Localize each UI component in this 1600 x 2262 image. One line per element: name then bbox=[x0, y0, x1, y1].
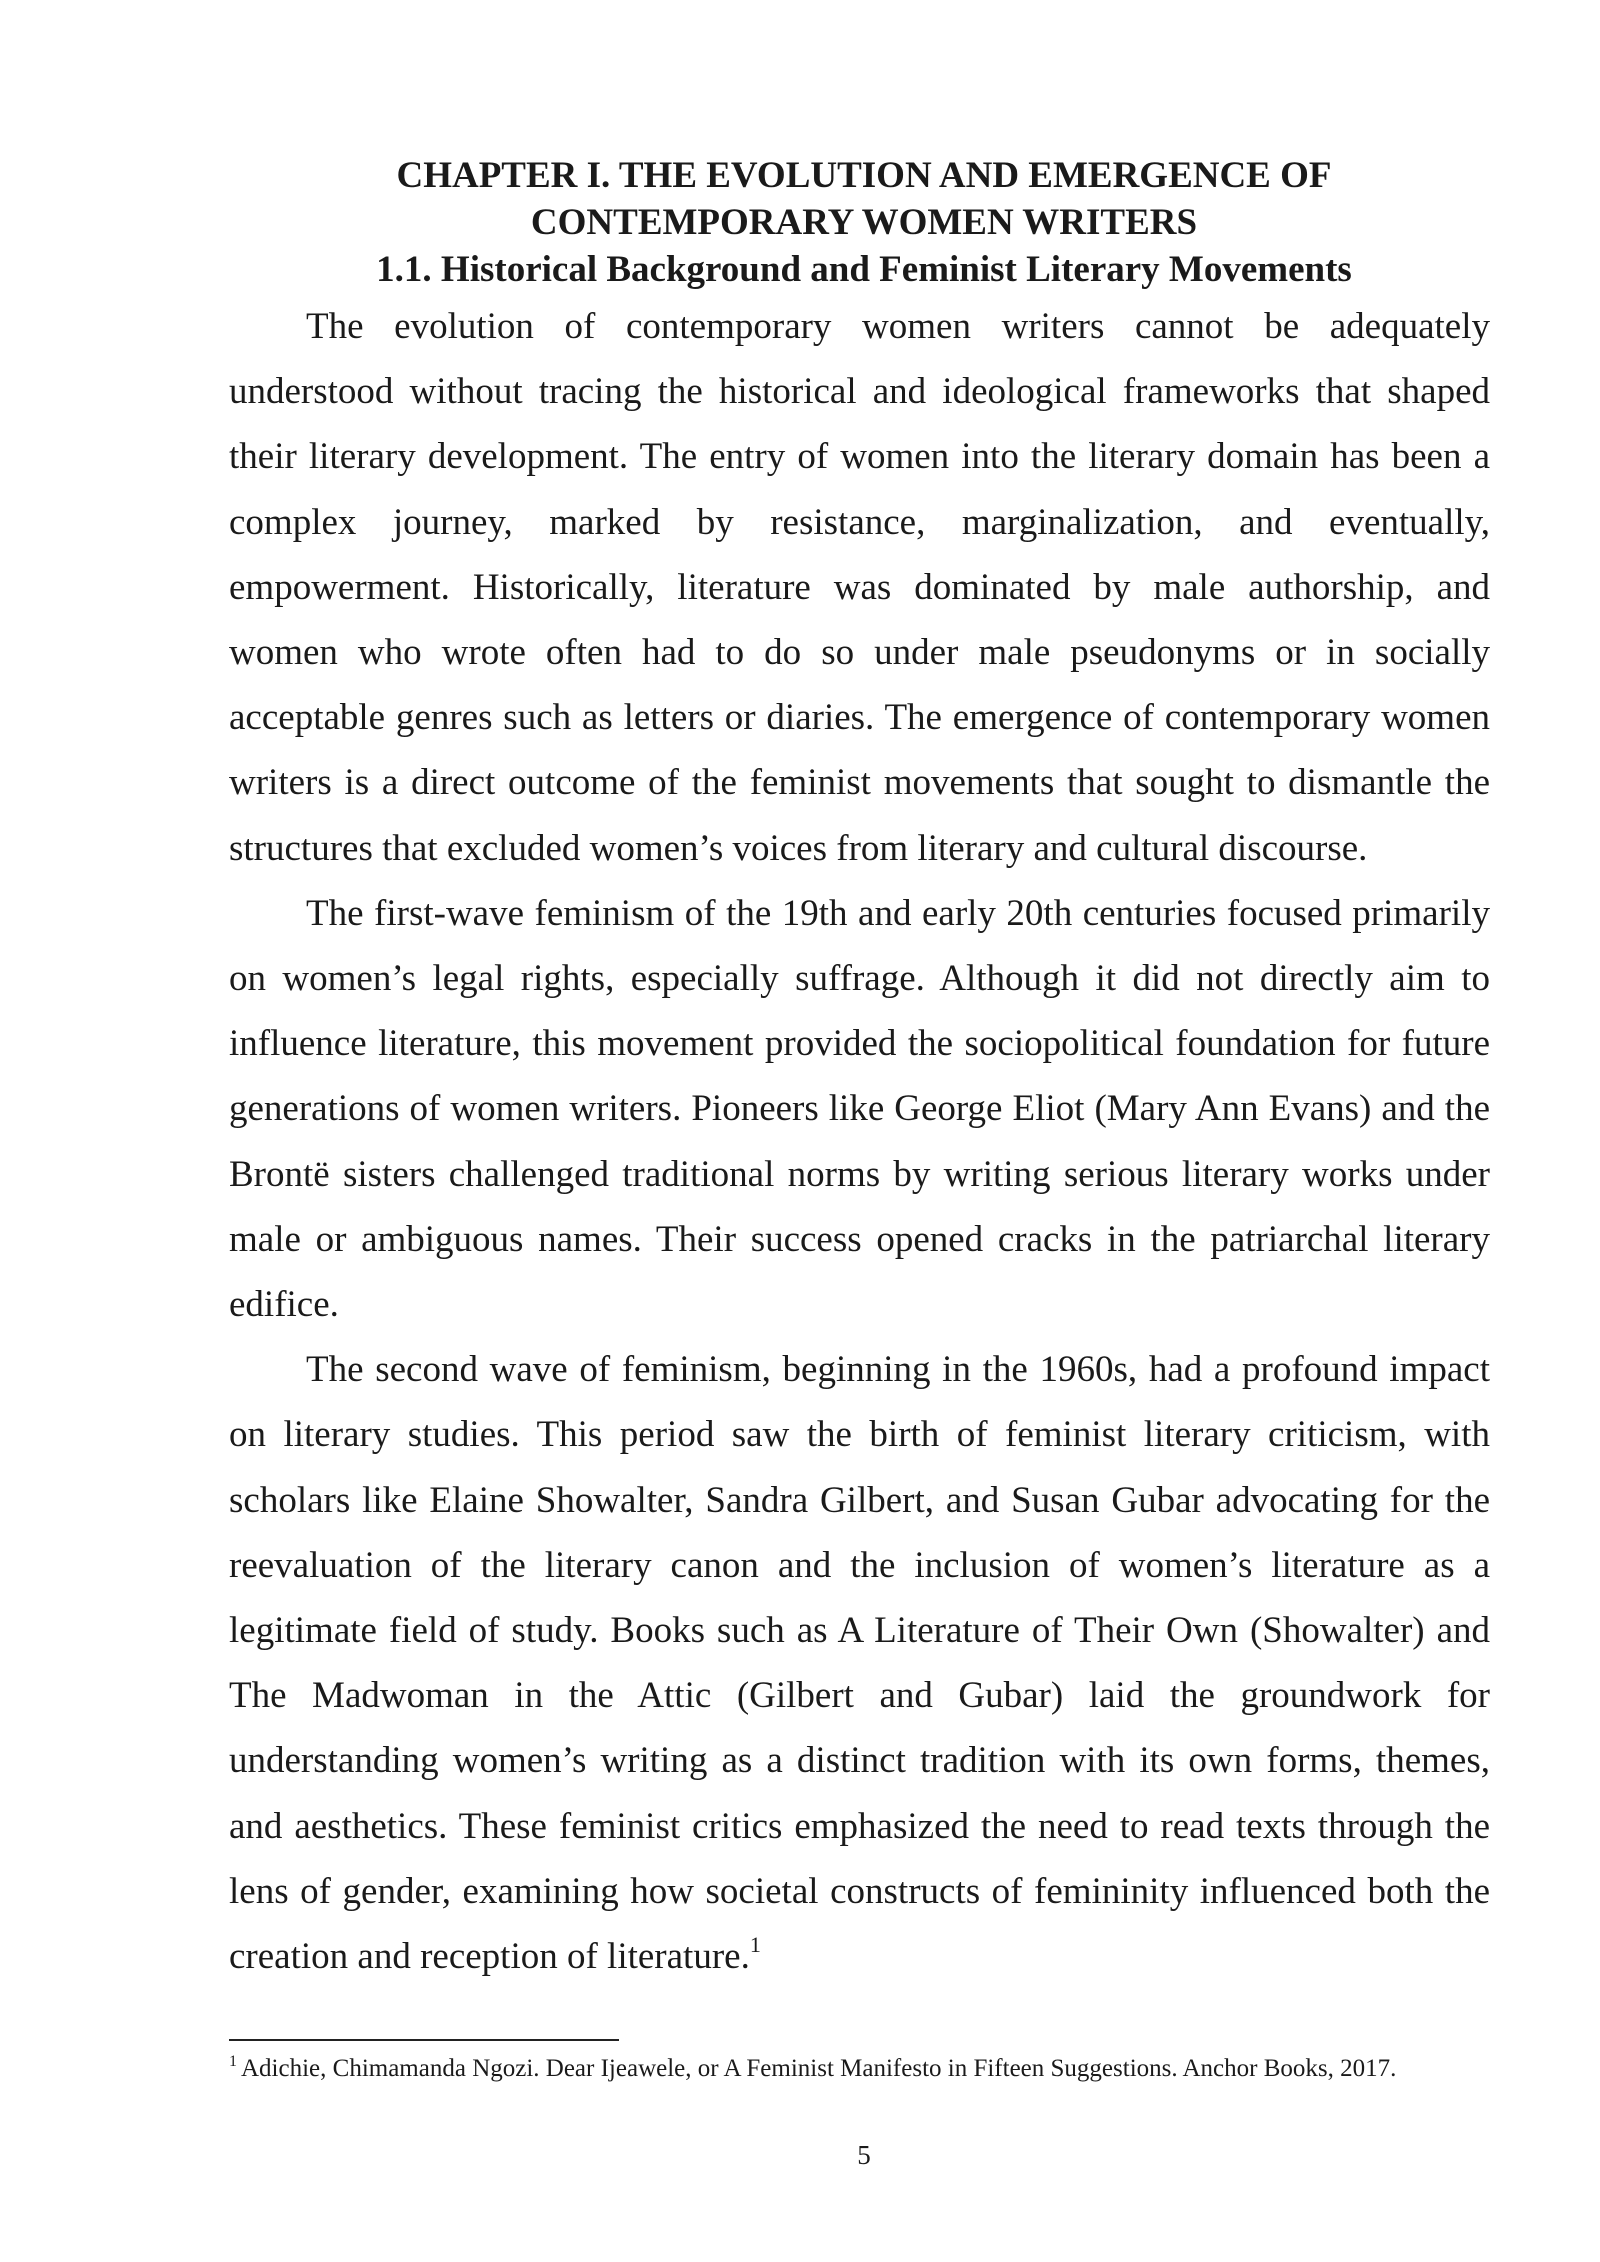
footnote-text: Adichie, Chimamanda Ngozi. Dear Ijeawele, or A Feminist Manifesto in Fifteen Suggestions. Anchor Books, 2017. bbox=[241, 2055, 1397, 2082]
paragraph-1: The evolution of contemporary women writers cannot be adequately understood without tracing the historical and ideological frameworks that shaped their literary development. The entry of women into the literary domain has been a complex journey, marked by resistance, marginalization, and eventually, empowerment. Historically, literature was dominated by male authorship, and women who wrote often had to do so under male pseudonyms or in socially acceptable genres such as letters or diaries. The emergence of contemporary women writers is a direct outcome of the feminist movements that sought to dismantle the structures that excluded women’s voices from literary and cultural discourse. bbox=[229, 306, 1490, 869]
section-title: 1.1. Historical Background and Feminist Literary Movements bbox=[376, 249, 1352, 290]
footnote-marker: 1 bbox=[229, 2053, 237, 2070]
paragraph-3-text: The second wave of feminism, beginning in the 1960s, had a profound impact on literary studies. This period saw the birth of feminist literary criticism, with scholars like Elaine Showalter, Sandra Gilbert, and Susan Gubar advocating for the reevaluation of the literary canon and the inclusion of women’s literature as a legitimate field of study. Books such as A Literature of Their Own (Showalter) and The Madwoman in the Attic (Gilbert and Gubar) laid the groundwork for understanding women’s writing as a distinct tradition with its own forms, themes, and aesthetics. These feminist critics emphasized the need to read texts through the lens of gender, examining how societal constructs of femininity influenced both the creation and reception of literature. bbox=[229, 1349, 1490, 1978]
footnote-reference[interactable]: 1 bbox=[749, 1932, 761, 1958]
chapter-title-line-2: CONTEMPORARY WOMEN WRITERS bbox=[530, 202, 1198, 243]
chapter-title-line-1: CHAPTER I. THE EVOLUTION AND EMERGENCE OF bbox=[396, 155, 1332, 196]
page-number: 5 bbox=[857, 2140, 871, 2170]
paragraph-2: The first-wave feminism of the 19th and early 20th centuries focused primarily on women’s legal rights, especially suffrage. Although it did not directly aim to influence literature, this movement provided the sociopolitical foundation for future generations of women writers. Pioneers like George Eliot (Mary Ann Evans) and the Brontë sisters challenged traditional norms by writing serious literary works under male or ambiguous names. Their success opened cracks in the patriarchal literary edifice. bbox=[229, 892, 1490, 1326]
body-text bbox=[229, 294, 1490, 1989]
paragraph-3 bbox=[229, 1337, 1490, 1989]
footnote bbox=[229, 2052, 1490, 2086]
chapter-title bbox=[0, 152, 1600, 246]
footnote-separator bbox=[229, 2039, 619, 2041]
